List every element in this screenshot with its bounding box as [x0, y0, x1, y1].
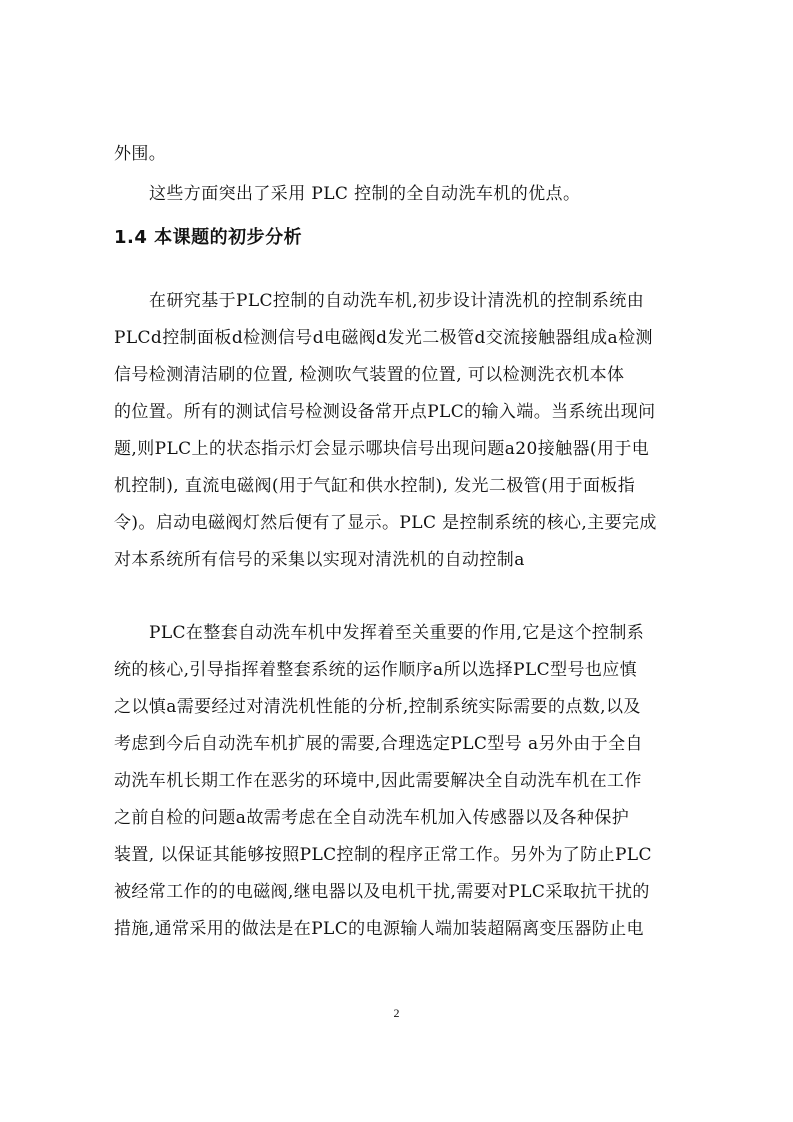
- text-line: 之前自检的问题a故需考虑在全自动洗车机加入传感器以及各种保护: [114, 808, 630, 828]
- text-line: 外围。: [114, 144, 167, 164]
- text-line: 题,则PLC上的状态指示灯会显示哪块信号出现问题a20接触器(用于电: [114, 439, 650, 459]
- text-line: 这些方面突出了采用 PLC 控制的全自动洗车机的优点。: [149, 184, 581, 204]
- text-line: 考虑到今后自动洗车机扩展的需要,合理选定PLC型号 a另外由于全自: [114, 734, 643, 754]
- text-line: 令)。启动电磁阀灯然后便有了显示。PLC 是控制系统的核心,主要完成: [114, 513, 657, 533]
- section-heading: 1.4 本课题的初步分析: [114, 227, 303, 248]
- text-line: PLCd控制面板d检测信号d电磁阀d发光二极管d交流接触器组成a检测: [114, 328, 653, 348]
- text-line: PLC在整套自动洗车机中发挥着至关重要的作用,它是这个控制系: [149, 623, 645, 643]
- text-line: 的位置。所有的测试信号检测设备常开点PLC的输入端。当系统出现问: [114, 402, 656, 422]
- text-line: 措施,通常采用的做法是在PLC的电源输人端加装超隔离变压器防止电: [114, 919, 644, 939]
- text-line: 统的核心,引导指挥着整套系统的运作顺序a所以选择PLC型号也应慎: [114, 660, 638, 680]
- text-line: 装置, 以保证其能够按照PLC控制的程序正常工作。另外为了防止PLC: [114, 845, 652, 865]
- text-line: 在研究基于PLC控制的自动洗车机,初步设计清洗机的控制系统由: [149, 291, 645, 311]
- text-line: 之以慎a需要经过对清洗机性能的分析,控制系统实际需要的点数,以及: [114, 697, 641, 717]
- text-line: 对本系统所有信号的采集以实现对清洗机的自动控制a: [114, 550, 525, 570]
- text-line: 被经常工作的的电磁阀,继电器以及电机干扰,需要对PLC采取抗干扰的: [114, 882, 650, 902]
- text-line: 机控制), 直流电磁阀(用于气缸和供水控制), 发光二极管(用于面板指: [114, 476, 636, 496]
- text-line: 动洗车机长期工作在恶劣的环境中,因此需要解决全自动洗车机在工作: [114, 771, 642, 791]
- page-number: 2: [393, 1006, 400, 1020]
- text-line: 信号检测清洁刷的位置, 检测吹气装置的位置, 可以检测洗衣机本体: [114, 365, 625, 385]
